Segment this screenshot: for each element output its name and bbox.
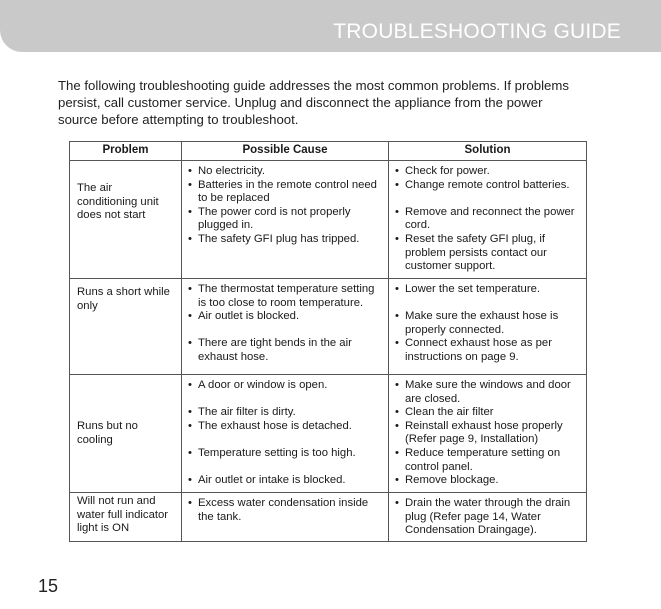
cause-cell <box>182 161 389 279</box>
cause-cell <box>182 493 389 542</box>
cause-item: • The thermostat temperature setting is too close to room temperature. <box>187 283 384 310</box>
problem-cell <box>70 161 182 279</box>
page-title: TROUBLESHOOTING GUIDE <box>333 20 621 43</box>
header-possible-cause: Possible Cause <box>182 142 389 161</box>
solution-item: • Make sure the windows and door are closed. <box>394 379 582 406</box>
problem-cell <box>70 375 182 493</box>
cause-cell <box>182 375 389 493</box>
troubleshooting-table <box>69 141 587 542</box>
cause-item: • Temperature setting is too high. <box>187 447 384 461</box>
solution-cell <box>389 375 587 493</box>
solution-cell <box>389 161 587 279</box>
solution-item: • Remove and reconnect the power cord. <box>394 206 582 233</box>
page-number: 15 <box>38 576 59 596</box>
cause-item: • There are tight bends in the air exhaust hose. <box>187 337 384 364</box>
cause-item: • The air filter is dirty. <box>187 406 384 420</box>
cause-item: • The safety GFI plug has tripped. <box>187 233 384 247</box>
cause-item: • The power cord is not properly plugged in. <box>187 206 384 233</box>
intro-paragraph: The following troubleshooting guide addresses the most common problems. If problems persist, call customer service. Unplug and disconnect the appliance from the power source before attempting to troubleshoot. <box>58 78 569 127</box>
solution-item: • Drain the water through the drain plug (Refer page 14, Water Condensation Draingage). <box>394 497 582 538</box>
cause-item: • No electricity. <box>187 165 384 179</box>
problem-text: Runs but no cooling <box>77 419 138 446</box>
solution-item: • Reset the safety GFI plug, if problem persists contact our customer support. <box>394 233 582 274</box>
solution-item: • Lower the set temperature. <box>394 283 582 297</box>
solution-item: • Reinstall exhaust hose properly (Refer page 9, Installation) <box>394 420 582 447</box>
cause-item: • Batteries in the remote control need to be replaced <box>187 179 384 206</box>
table-row <box>70 493 587 542</box>
solution-item: • Make sure the exhaust hose is properly connected. <box>394 310 582 337</box>
solution-item: • Reduce temperature setting on control panel. <box>394 447 582 474</box>
cause-item: • The exhaust hose is detached. <box>187 420 384 434</box>
problem-cell <box>70 279 182 375</box>
problem-text: The air conditioning unit does not start <box>77 182 159 222</box>
header-bar <box>0 0 661 52</box>
solution-item: • Clean the air filter <box>394 406 582 420</box>
solution-item: • Connect exhaust hose as per instructions on page 9. <box>394 337 582 364</box>
table-row <box>70 279 587 375</box>
table-header-row <box>70 142 587 161</box>
solution-item: • Change remote control batteries. <box>394 179 582 193</box>
header-solution: Solution <box>389 142 587 161</box>
cause-cell <box>182 279 389 375</box>
solution-item: • Remove blockage. <box>394 474 582 488</box>
problem-text: Runs a short while only <box>77 286 170 312</box>
header-problem: Problem <box>70 142 182 161</box>
cause-item: • Excess water condensation inside the tank. <box>187 497 384 524</box>
cause-item: • Air outlet is blocked. <box>187 310 384 324</box>
cause-item: • A door or window is open. <box>187 379 384 393</box>
solution-item: • Check for power. <box>394 165 582 179</box>
solution-cell <box>389 279 587 375</box>
problem-text: Will not run and water full indicator light is ON <box>77 495 169 535</box>
table-row <box>70 375 587 493</box>
table-row <box>70 161 587 279</box>
problem-cell <box>70 493 182 542</box>
cause-item: • Air outlet or intake is blocked. <box>187 474 384 488</box>
solution-cell <box>389 493 587 542</box>
